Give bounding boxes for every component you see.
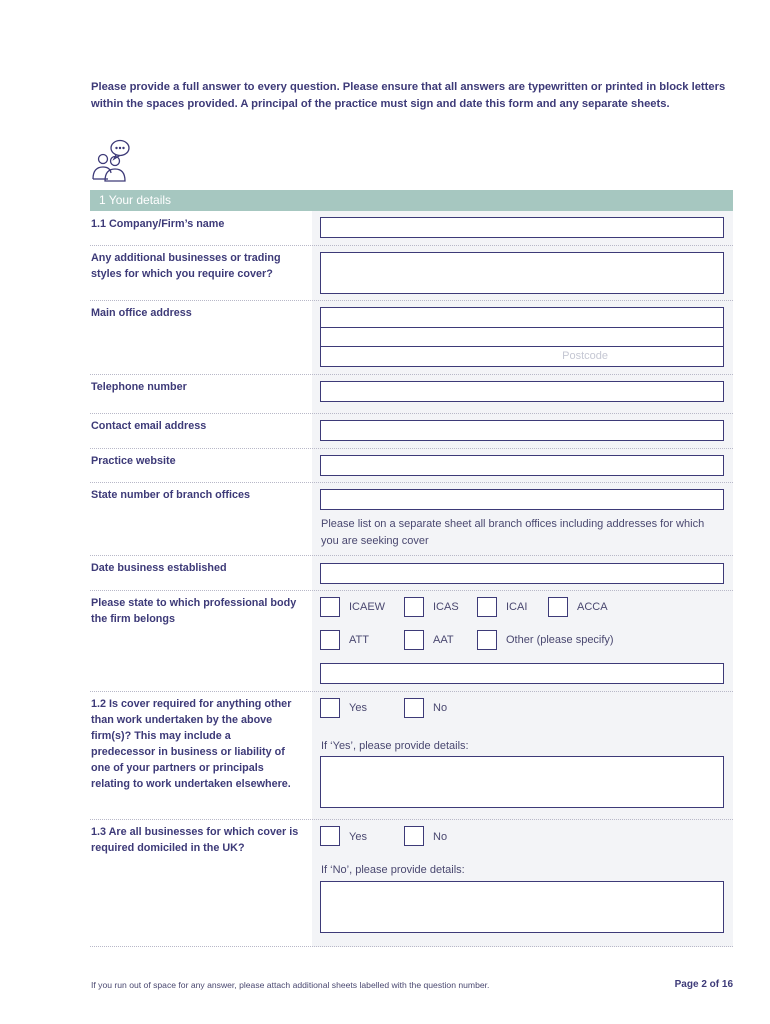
icas-checkbox[interactable] [404,597,424,617]
email-label: Contact email address [91,420,207,432]
additional-businesses-label: Any additional businesses or trading styles for which you require cover? [91,252,281,280]
q1-3-details-field[interactable] [320,881,724,933]
page-number: Page 2 of 16 [674,979,733,990]
divider [90,691,733,692]
q1-2-yes-label: Yes [349,702,367,714]
q1-2-label: 1.2 Is cover required for anything other than work undertaken by the above firm(s)? This may include a predecessor in business or liability of one of your partners or principals relating to work undertaken elsewhere. [91,698,292,790]
divider [90,482,733,483]
divider [90,819,733,820]
website-field[interactable] [320,455,724,476]
branch-offices-label: State number of branch offices [91,489,250,501]
email-field[interactable] [320,420,724,441]
other-checkbox[interactable] [477,630,497,650]
postcode-placeholder: Postcode [562,350,608,362]
icas-label: ICAS [433,601,459,613]
divider [90,374,733,375]
date-established-field[interactable] [320,563,724,584]
branch-offices-field[interactable] [320,489,724,510]
address-line-2-field[interactable] [320,327,724,347]
q1-3-details-prompt: If ‘No’, please provide details: [321,864,465,876]
q1-3-yes-label: Yes [349,831,367,843]
q1-2-details-prompt: If ‘Yes’, please provide details: [321,740,469,752]
att-label: ATT [349,634,369,646]
divider [90,555,733,556]
aat-checkbox[interactable] [404,630,424,650]
company-name-field[interactable] [320,217,724,238]
icaew-label: ICAEW [349,601,386,613]
main-office-label: Main office address [91,307,192,319]
section-header [90,190,733,211]
professional-body-label: Please state to which professional body the firm belongs [91,597,297,625]
q1-2-details-field[interactable] [320,756,724,808]
divider [90,590,733,591]
aat-label: AAT [433,634,454,646]
telephone-field[interactable] [320,381,724,402]
divider [90,413,733,414]
website-label: Practice website [91,455,176,467]
telephone-label: Telephone number [91,381,187,393]
intro-text: Please provide a full answer to every question. Please ensure that all answers are typewritten or printed in block letters within the spaces provided. A principal of the practice must sign and date this form and any separate sheets. [91,81,726,110]
icaew-checkbox[interactable] [320,597,340,617]
att-checkbox[interactable] [320,630,340,650]
divider [90,448,733,449]
branch-offices-note: Please list on a separate sheet all branch offices including addresses for which you are seeking cover [321,518,705,547]
address-line-1-field[interactable] [320,307,724,328]
company-name-label: 1.1 Company/Firm’s name [91,218,225,230]
acca-label: ACCA [577,601,608,613]
people-chat-icon [90,137,134,183]
q1-2-yes-checkbox[interactable] [320,698,340,718]
acca-checkbox[interactable] [548,597,568,617]
q1-3-no-label: No [433,831,448,843]
divider [90,245,733,246]
q1-3-no-checkbox[interactable] [404,826,424,846]
additional-businesses-field[interactable] [320,252,724,294]
q1-3-label: 1.3 Are all businesses for which cover is required domiciled in the UK? [91,826,299,854]
divider [90,300,733,301]
section-title: 1 Your details [99,193,172,207]
q1-3-yes-checkbox[interactable] [320,826,340,846]
date-established-label: Date business established [91,562,227,574]
q1-2-no-checkbox[interactable] [404,698,424,718]
footer-note: If you run out of space for any answer, please attach additional sheets labelled with the question number. [91,980,490,990]
postcode-field[interactable] [320,346,724,367]
other-specify-field[interactable] [320,663,724,684]
icai-label: ICAI [506,601,528,613]
icai-checkbox[interactable] [477,597,497,617]
other-label: Other (please specify) [506,634,614,646]
divider [90,946,733,947]
q1-2-no-label: No [433,702,448,714]
